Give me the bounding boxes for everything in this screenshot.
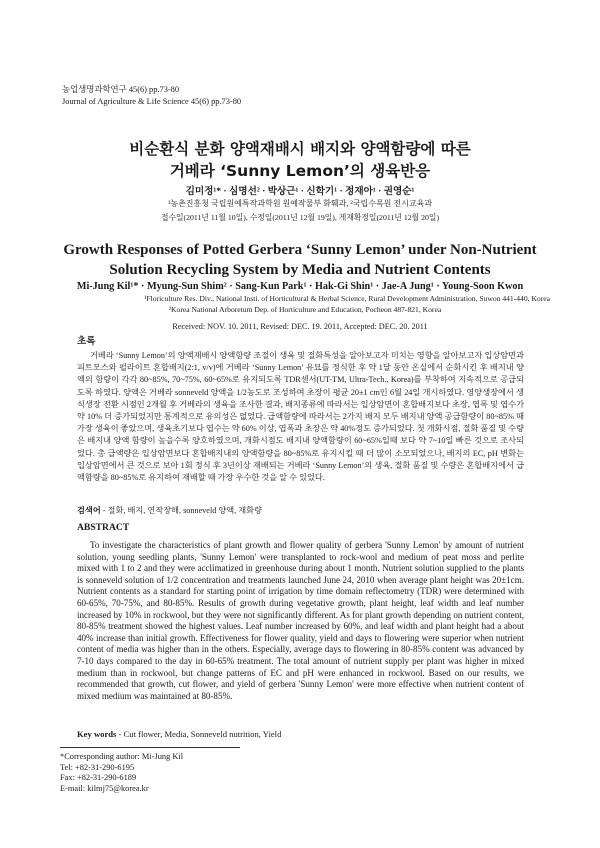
ko-journal-citation: 농업생명과학연구 45(6) pp.73-80 <box>62 85 180 94</box>
en-keywords-label: Key words <box>77 729 117 739</box>
ko-keywords-text: - 절화, 배지, 연작장해, sonneveld 양액, 재화량 <box>100 506 262 515</box>
corresponding-email: E-mail: kilmj75@korea.kr <box>60 783 149 793</box>
ko-keywords <box>77 505 524 517</box>
en-abstract-text: To investigate the characteristics of plant growth and flower quality of gerbera 'Sunny Lemon' by amount of nutrient solution, young seedling plants, 'Sunny Lemon' were transplanted to rock-wool and medium of peat moss and perlite mixed with 1 to 2 and they were acclimatized in greenhouse during about 1 month. Nutrient solution supplied to the plants is sonneveld solution of 1/2 concentration and treatments launched June 24, 2010 when average plant height was 20±1cm. Nutrient contents as a standard for starting point of irrigation by time domain reflectometry (TDR) were determined with 60-65%, 70-75%, and 80-85%. Results of growth during vegetative growth, plant height, leaf width and leaf number increased by 10% in rockwool, but they were not significantly different. As for plant growth depending on nutrient content, 80-85% treatment showed the highest values. Leaf number increased by 60%, and leaf width and plant height had a about 40% increase than initial growth. Effectiveness for flower quality, yield and days to flowering were superior when nutrient content of media was higher than in the others. Especially, average days to flowering in 80-85% content was advanced by 7-10 days compared to the day in 60-65% treatment. The total amount of nutrient supply per plant was higher in mixed medium than in rockwool, but change patterns of EC and pH were enhanced in rockwool. Based on our results, we recommended that growth, cut flower, and yield of gerbera 'Sunny Lemon' were more effective when nutrient content of mixed medium was maintained at 80-85%. <box>77 540 524 701</box>
ko-abstract-heading: 초록 <box>77 336 96 347</box>
footnote-divider <box>60 747 240 748</box>
en-affiliation-line1: ¹Floriculture Res. Div., National Insti. of Horticultural & Herbal Science, Rural Development Administration, Suwon 441-440, Korea <box>144 294 550 303</box>
en-dates: Received: NOV. 10. 2011, Revised: DEC. 19. 2011, Accepted: DEC. 20. 2011 <box>172 322 428 331</box>
en-journal-citation: Journal of Agriculture & Life Science 45(6) pp.73-80 <box>62 97 242 106</box>
correspondence-footnote <box>60 752 183 794</box>
en-affiliation-line2: ²Korea National Arboretum Dep. of Horticulture and Education, Pocheon 487-821, Korea <box>168 305 442 314</box>
en-title <box>40 240 560 280</box>
en-abstract-heading: ABSTRACT <box>77 522 130 533</box>
ko-abstract-text: 거베라 ‘Sunny Lemon’의 양액재배시 양액함량 조절이 생육 및 절화특성을 알아보고자 미치는 영향을 알아보고자 입상암면과 피트모스와 펄라이트 혼합배지(2:1, v/v)에 거베라 ‘Sunny Lemon’ 유묘를 정식한 후 약 1달 동안 온실에서 순화시킨 후 배지내 양액의 함량이 각각 80~85%, 70~75%, 60~65%로 유지되도록 TDR센서(UT-TM, Ultra-Tech., Korea)를 부착하여 지속적으로 공급되도록 하였다. 양액은 거베라 sonneveld 양액을 1/2농도로 조성하여 초장이 평균 20±1 cm인 6월 24일 개시하였다. 영양생장에서 생식생장 전환 시점인 2개월 후 거베라의 생육을 조사한 결과, 배지종류에 따라서는 입상암면이 혼합배지보다 초장, 엽폭 및 엽수가 약 10% 더 증가되었지만 통계적으로 유의성은 없었다. 급액함량에 따라서는 2가지 배지 모두 배지내 양액 공급함량이 80~85% 때 가장 생육이 좋았으며, 생육초기보다 엽수는 약 60% 이상, 엽폭과 초장은 약 40%정도 증가되었다. 첫 개화시점, 절화 품질 및 수량은 배지내 양액 함량이 높을수록 양호하였으며, 개화시점도 배지내 양액함량이 60~65%일때 보다 약 7~10일 빠른 것으로 조사되었다. 총 급액량은 입상암면보다 혼합배지내의 양액함량을 80~85%로 유지시킬 때 더 많이 소모되었으나, 배지의 EC, pH 변화는 입상암면에서 큰 것으로 보아 1회 정식 후 3년이상 재배되는 거베라 ‘Sunny Lemon’의 생육, 절화 품질 및 수량은 혼합배지에서 급액함량을 80~85%로 유지하여 재배할 때 가장 우수한 것을 알 수 있었다. <box>77 351 524 483</box>
journal-header <box>62 84 241 108</box>
en-title-line2: Solution Recycling System by Media and Nutrient Contents <box>109 262 491 278</box>
en-keywords-text: - Cut flower, Media, Sonneveld nutrition, Yield <box>116 729 282 739</box>
ko-authors: 김미정¹* · 심명선² · 박상근¹ · 신학기¹ · 정재아¹ · 권영순¹ <box>185 186 415 197</box>
en-authors: Mi-Jung Kil¹* · Myung-Sun Shim² · Sang-Kun Park¹ · Hak-Gi Shin¹ · Jae-A Jung¹ · Young-Soon Kwon <box>76 281 524 292</box>
ko-keywords-label: 검색어 <box>77 506 101 515</box>
en-title-line1: Growth Responses of Potted Gerbera ‘Sunny Lemon’ under Non-Nutrient <box>63 242 537 258</box>
ko-affiliation-line: ¹농촌진흥청 국립원예특작과학원 원예작물부 화훼과, ²국립수목원 전시교육과 <box>167 199 433 208</box>
ko-dates: 접수일(2011년 11월 10일), 수정일(2011년 12월 19일), 게재확정일(2011년 12월 20일) <box>160 213 440 222</box>
ko-title-line2: 거베라 ‘Sunny Lemon’의 생육반응 <box>169 162 431 180</box>
corresponding-author: *Corresponding author: Mi-Jung Kil <box>60 752 184 761</box>
ko-title-line1: 비순환식 분화 양액재배시 배지와 양액함량에 따른 <box>129 140 471 158</box>
en-keywords <box>77 728 524 740</box>
ko-affiliation <box>60 198 540 210</box>
corresponding-fax: Fax: +82-31-290-6189 <box>60 773 137 783</box>
corresponding-tel: Tel: +82-31-290-6195 <box>60 762 135 772</box>
ko-title <box>60 138 540 182</box>
en-affiliation <box>60 293 550 315</box>
